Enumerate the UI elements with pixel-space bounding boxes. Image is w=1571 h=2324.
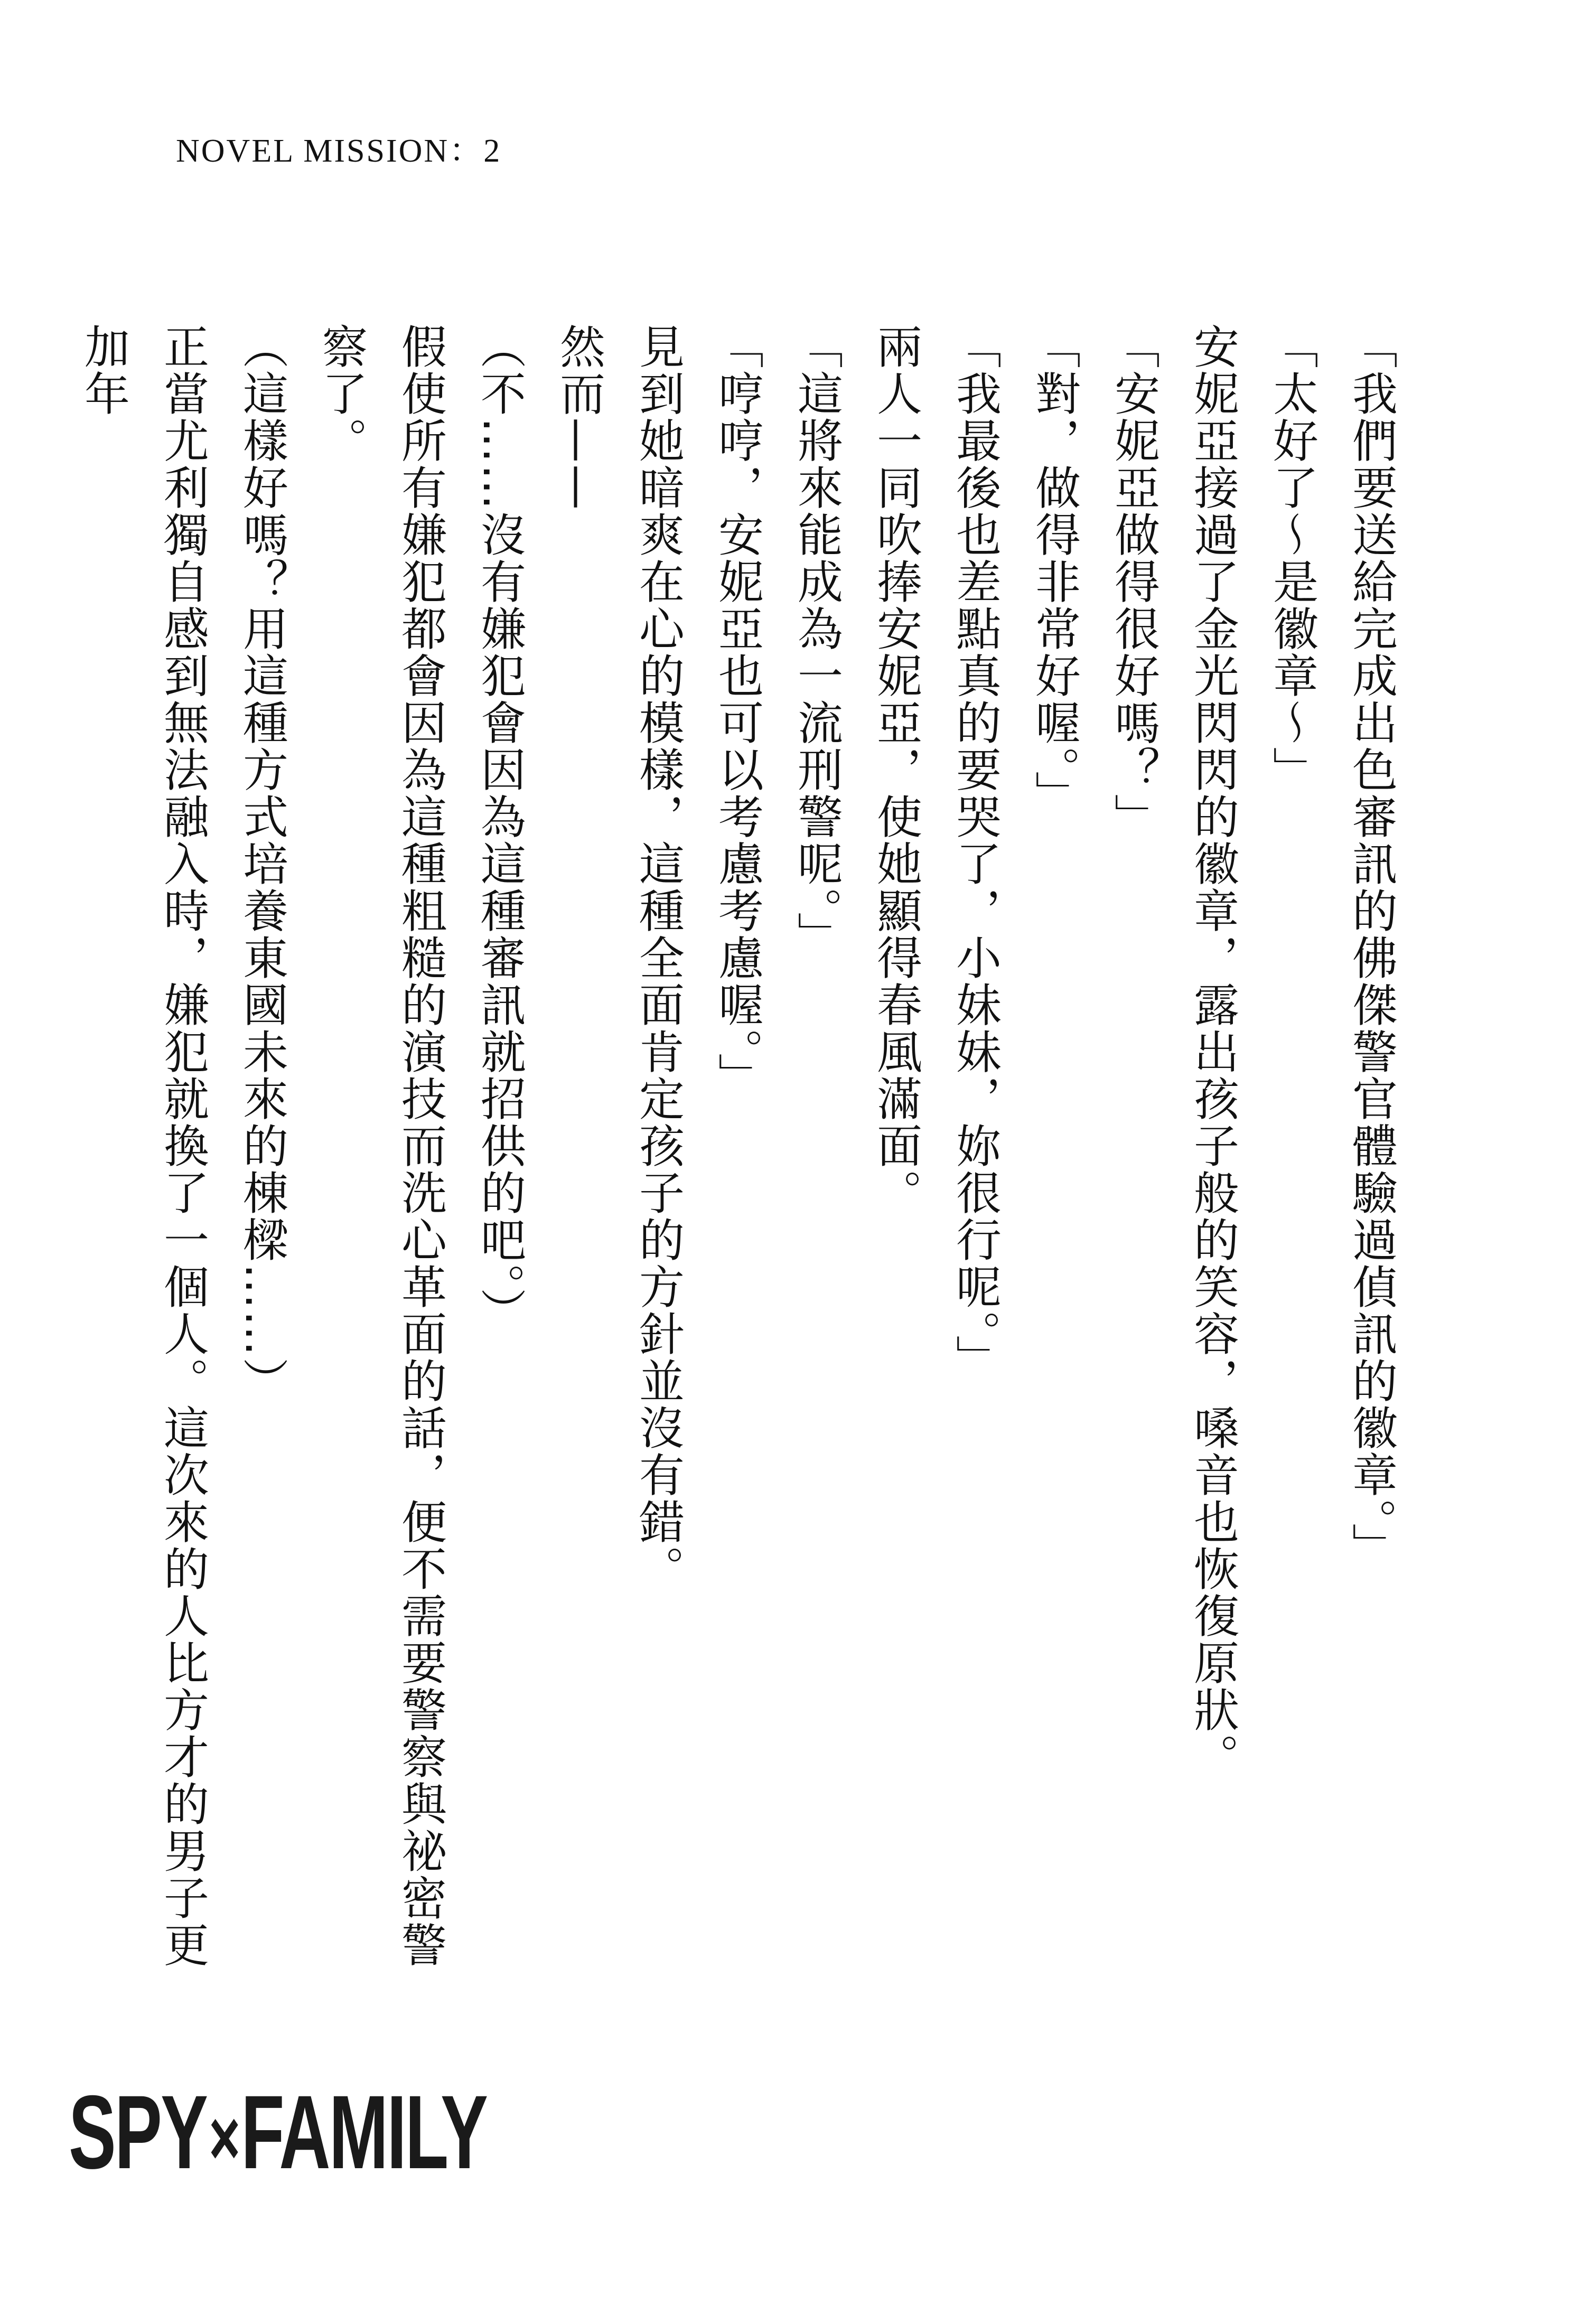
logo-left-word: SPY [69, 2074, 207, 2190]
paragraph: 「我最後也差點真的要哭了，小妹妹，妳很行呢。」 [948, 323, 1001, 1382]
logo-separator: × [209, 2093, 239, 2182]
paragraph: 「哼哼，安妮亞也可以考慮考慮喔。」 [710, 323, 763, 1100]
paragraph: 然而—— [552, 323, 605, 511]
logo-right-word: FAMILY [241, 2074, 487, 2190]
paragraph: 見到她暗爽在心的模樣，這種全面肯定孩子的方針並沒有錯。 [631, 323, 684, 1592]
page-header: NOVEL MISSION：2 [176, 133, 502, 169]
paragraph: 正當尤利獨自感到無法融入時，嫌犯就換了一個人。這次來的人比方才的男子更加年 [77, 323, 209, 1969]
paragraph: 兩人一同吹捧安妮亞，使她顯得春風滿面。 [869, 323, 922, 1216]
paragraph: 「對，做得非常好喔。」 [1027, 323, 1080, 818]
vertical-text-body [77, 323, 1410, 2013]
paragraph: 「太好了～是徽章～」 [1265, 323, 1318, 793]
paragraph: 「我們要送給完成出色審訊的佛傑警官體驗過偵訊的徽章。」 [1344, 323, 1397, 1570]
paragraph: 安妮亞接過了金光閃閃的徽章，露出孩子般的笑容，嗓音也恢復原狀。 [1186, 323, 1239, 1781]
paragraph: （這樣好嗎？用這種方式培養東國未來的棟樑……） [235, 323, 288, 1404]
spy-family-logo [69, 2074, 487, 2190]
paragraph: 「這將來能成為一流刑警呢。」 [790, 323, 843, 959]
paragraph: 「安妮亞做得很好嗎？」 [1107, 323, 1159, 840]
paragraph: （不……沒有嫌犯會因為這種審訊就招供的吧。） [473, 323, 526, 1335]
paragraph: 假使所有嫌犯都會因為這種粗糙的演技而洗心革面的話，便不需要警察與祕密警察了。 [314, 323, 446, 1969]
